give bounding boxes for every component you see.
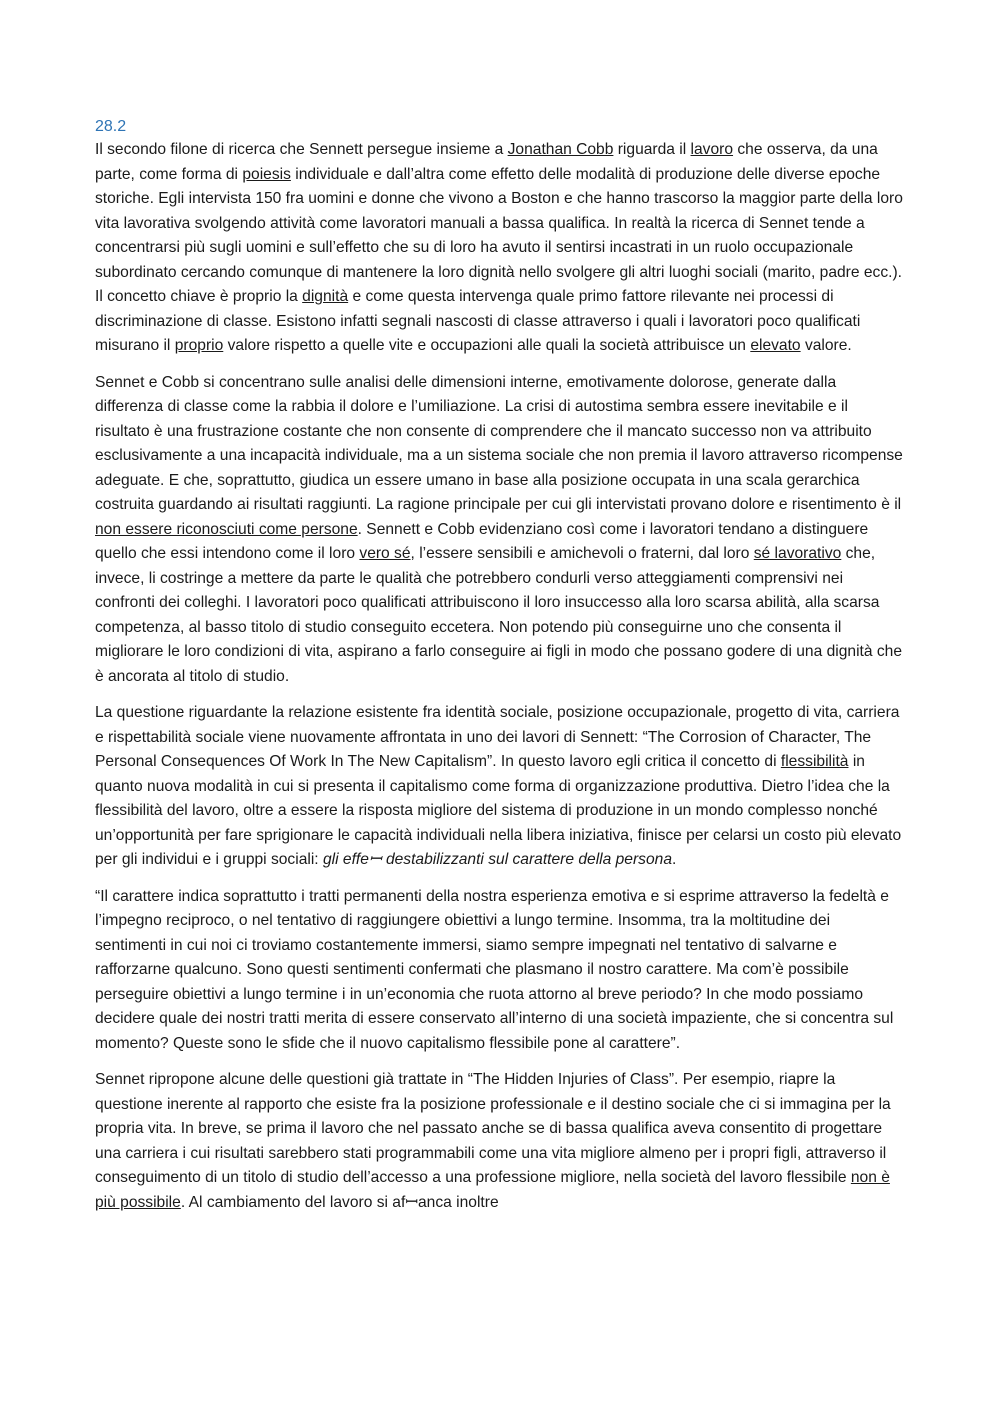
text: che, invece, li costringe a mettere da parte le qualità che potrebbero condurli verso atteggiamenti comprensivi nei confronti dei colleghi. I lavoratori poco qualificati attribuiscono il loro insuccesso alla loro scarsa abilità, alla scarsa competenza, al basso titolo di studio conseguito eccetera. Non potendo più conseguirne uno che consenta il migliorare le loro condizioni di vita, aspirano a farlo conseguire ai figli in modo che possano godere di una dignità che è ancorata al titolo di studio.	[95, 545, 903, 685]
underlined-text: lavoro	[690, 141, 734, 158]
text: valore.	[800, 337, 852, 354]
text: in quanto nuova modalità in cui si presenta il capitalismo come forma di organizzazione produttiva. Dietro l’idea che la flessibilità del lavoro, oltre a essere la risposta migliore del sistema di produzione in un mondo complesso nonché un’opportunità per fare sprigionare le capacità individuali nella libera iniziativa, finisce per celarsi un costo più elevato per gli individui e i gruppi sociali:	[95, 753, 902, 868]
document-page	[95, 116, 903, 1227]
paragraph-2	[95, 371, 903, 690]
paragraph-3	[95, 701, 903, 873]
text: Sennet ripropone alcune delle questioni già trattate in “The Hidden Injuries of Class”. Per esempio, riapre la questione inerente al rapporto che esiste fra la posizione professionale e il destino sociale che ci si immagina per la propria vita. In breve, se prima il lavoro che nel passato anche se di bassa qualifica aveva consentito di progettare una carriera i cui risultati sarebbero stati programmabili come una vita migliore almeno per i propri figli, attraverso il conseguimento di un titolo di studio dell’accesso a una professione migliore, nella società del lavoro flessibile	[95, 1071, 891, 1186]
underlined-text: sé lavorativo	[753, 545, 842, 562]
underlined-text: Jonathan Cobb	[507, 141, 614, 158]
italic-text: gli effeꟷ destabilizzanti sul carattere della persona	[322, 851, 672, 868]
text: Il secondo filone di ricerca che Sennett persegue insieme a	[95, 141, 508, 158]
underlined-text: dignità	[302, 288, 349, 305]
text: e come questa intervenga quale primo fattore rilevante nei processi di discriminazione di classe. Esistono infatti segnali nascosti di classe attraverso i quali i lavoratori poco qualificati misurano il	[95, 288, 861, 354]
text: .	[672, 851, 677, 868]
underlined-text: non è più possibile	[95, 1169, 890, 1211]
paragraph-1	[95, 138, 903, 359]
underlined-text: non essere riconosciuti come persone	[95, 520, 358, 538]
text: valore rispetto a quelle vite e occupazioni alle quali la società attribuisce un	[223, 337, 751, 354]
text: che osserva, da una parte, come forma di	[95, 141, 878, 183]
section-heading: 28.2	[95, 118, 127, 135]
underlined-text: proprio	[174, 337, 224, 354]
quote-paragraph: “Il carattere indica soprattutto i tratti permanenti della nostra esperienza emotiva e si esprime attraverso la fedeltà e l’impegno reciproco, o nel tentativo di raggiungere obiettivi a lungo termine. Insomma, tra la moltitudine dei sentimenti in cui noi ci troviamo costantemente immersi, siamo sempre impegnati nel tentativo di salvarne e rafforzarne qualcuno. Sono questi sentimenti confermati che plasmano il nostro carattere. Ma com’è possibile perseguire obiettivi a lungo termine i in un’economia che ruota attorno al breve periodo? In che modo possiamo decidere quale dei nostri tratti merita di essere conservato all’interno di una società impaziente, che si concentra sul momento? Queste sono le sfide che il nuovo capitalismo flessibile pone al carattere”.	[95, 887, 894, 1052]
paragraph-5	[95, 1068, 903, 1215]
text: , l’essere sensibili e amichevoli o fraterni, dal loro	[410, 545, 754, 562]
underlined-text: elevato	[750, 337, 801, 354]
text: Sennet e Cobb si concentrano sulle analisi delle dimensioni interne, emotivamente dolorose, generate dalla differenza di classe come la rabbia il dolore e l’umiliazione. La crisi di autostima sembra essere inevitabile e il risultato è una frustrazione costante che non consente di comprendere che il mancato successo non va attribuito esclusivamente a una incapacità individuale, ma a un sistema sociale che non premia il lavoro attraverso ricompense adeguate. E che, soprattutto, giudica un essere umano in base alla posizione occupata in una scala gerarchica costruita guardando ai risultati raggiunti. La ragione principale per cui gli intervistati provano dolore e risentimento è il	[95, 373, 903, 513]
underlined-text: flessibilità	[780, 753, 849, 770]
underlined-text: poiesis	[242, 165, 291, 183]
text: . Sennett e Cobb evidenziano così come i lavoratori tendano a distinguere quello che essi intendono come il loro	[95, 520, 869, 562]
text: La questione riguardante la relazione esistente fra identità sociale, posizione occupazionale, progetto di vita, carriera e rispettabilità sociale viene nuovamente affrontata in uno dei lavori di Sennett: “The Corrosion of Character, The Personal Consequences Of Work In The New Capitalism”. In questo lavoro egli critica il concetto di	[95, 704, 900, 770]
text: riguarda il	[613, 141, 691, 158]
text: individuale e dall’altra come effetto delle modalità di produzione delle diverse epoche storiche. Egli intervista 150 fra uomini e donne che vivono a Boston e che hanno trascorso la maggior parte della loro vita lavorativa svolgendo attività come lavoratori manuali a bassa qualifica. In realtà la ricerca di Sennet tende a concentrarsi più sugli uomini e sull’effetto che su di loro ha avuto il sentirsi incastrati in un ruolo occupazionale subordinato cercando comunque di mantenere la loro dignità nello svolgere gli altri luoghi sociali (marito, padre ecc.). Il concetto chiave è proprio la	[95, 165, 903, 305]
text: . Al cambiamento del lavoro si afꟷanca inoltre	[180, 1193, 499, 1211]
underlined-text: vero sé	[359, 545, 411, 562]
